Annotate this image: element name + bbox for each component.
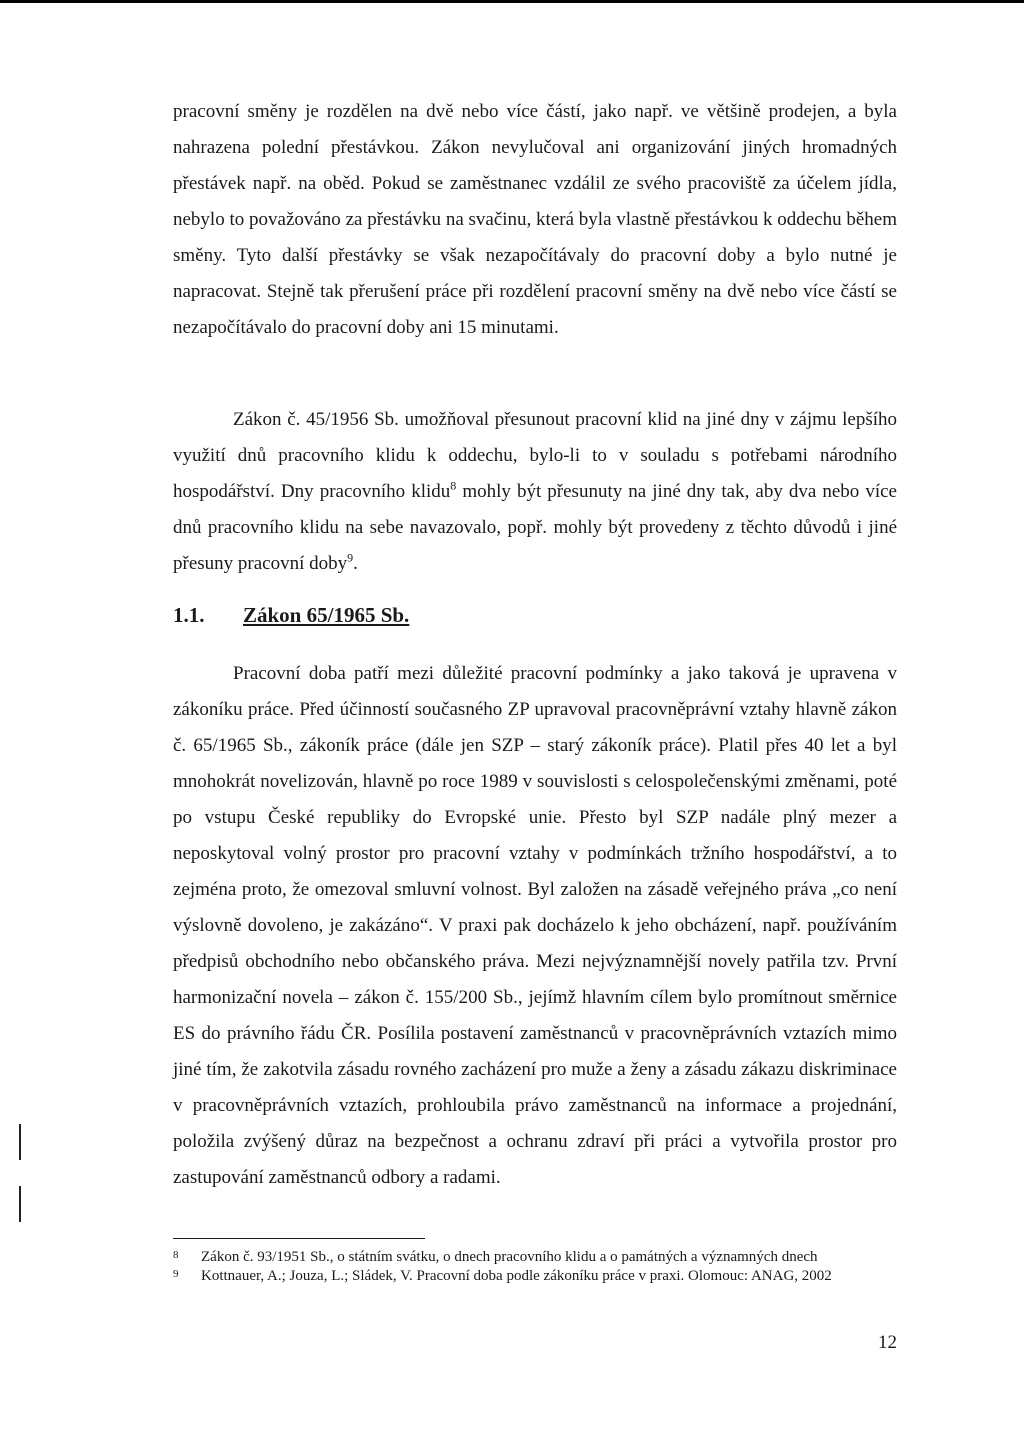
footnote-ref-8[interactable]: 8 — [450, 478, 457, 493]
paragraph-law-65-1965: Pracovní doba patří mezi důležité pracovní podmínky a jako taková je upravena v zákoníku práce. Před účinností současného ZP upravoval pracovněprávní vztahy hlavně zákon č. 65/1965 Sb., zákoník práce (dále jen SZP – starý zákoník práce). Platil přes 40 let a byl mnohokrát novelizován, hlavně po roce 1989 v souvislosti s celospolečenskými změnami, poté po vstupu České republiky do Evropské unie. Přesto byl SZP nadále plný mezer a neposkytoval volný prostor pro pracovní vztahy v podmínkách tržního hospodářství, a to zejména proto, že omezoval smluvní volnost. Byl založen na zásadě veřejného práva „co není výslovně dovoleno, je zakázáno“. V praxi pak docházelo k jeho obcházení, např. používáním předpisů obchodního nebo občanského práva. Mezi nejvýznamnější novely patřila tzv. První harmonizační novela – zákon č. 155/200 Sb., jejímž hlavním cílem bylo promítnout směrnice ES do právního řádu ČR. Posílila postavení zaměstnanců v pracovněprávních vztazích mimo jiné tím, že zakotvila zásadu rovného zacházení pro muže a ženy a zásadu zákazu diskriminace v pracovněprávních vztazích, prohloubila právo zaměstnanců na informace a projednání, položila zvýšený důraz na bezpečnost a ochranu zdraví při práci a vytvořila prostor pro zastupování zaměstnanců odbory a radami. — [173, 663, 897, 1188]
page-number: 12 — [878, 1332, 897, 1353]
section-number: 1.1. — [173, 603, 205, 627]
footnotes — [173, 1248, 913, 1286]
margin-mark — [19, 1124, 21, 1160]
footnote-text: Kottnauer, A.; Jouza, L.; Sládek, V. Pracovní doba podle zákoníku práce v praxi. Olomouc: ANAG, 2002 — [201, 1268, 832, 1284]
footnote-8 — [173, 1248, 913, 1267]
section-title: Zákon 65/1965 Sb. — [243, 603, 410, 627]
footnote-separator — [173, 1238, 425, 1239]
footnote-mark: 8 — [173, 1249, 179, 1261]
paragraph-continuation: pracovní směny je rozdělen na dvě nebo více částí, jako např. ve většině prodejen, a byla nahrazena polední přestávkou. Zákon nevylučoval ani organizování jiných hromadných přestávek např. na oběd. Pokud se zaměstnanec vzdálil ze svého pracoviště za účelem jídla, nebylo to považováno za přestávku na svačinu, která byla vlastně přestávkou k oddechu během směny. Tyto další přestávky se však nezapočítávaly do pracovní doby a bylo nutné je napracovat. Stejně tak přerušení práce při rozdělení pracovní směny na dvě nebo více částí se nezapočítávalo do pracovní doby ani 15 minutami. — [173, 101, 897, 338]
footnote-mark: 9 — [173, 1268, 179, 1280]
paragraph-text: Zákon č. 45/1956 Sb. umožňoval přesunout pracovní klid na jiné dny v zájmu lepšího využití dnů pracovního klidu k oddechu, bylo-li to v souladu s potřebami národního hospodářství. Dny pracovního klidu — [173, 409, 897, 502]
top-border — [0, 0, 1024, 3]
footnote-9 — [173, 1267, 913, 1286]
paragraph-law-45-1956 — [173, 402, 897, 582]
paragraph-text: mohly být přesunuty na jiné dny tak, aby dva nebo více dnů pracovního klidu na sebe navazovalo, popř. mohly být provedeny z těchto důvodů i jiné přesuny pracovní doby — [173, 481, 897, 574]
margin-mark — [19, 1186, 21, 1222]
footnote-ref-9[interactable]: 9 — [347, 550, 354, 565]
paragraph-text: . — [353, 553, 358, 574]
section-heading — [173, 603, 409, 628]
footnote-text: Zákon č. 93/1951 Sb., o státním svátku, o dnech pracovního klidu a o památných a významných dnech — [201, 1249, 818, 1265]
